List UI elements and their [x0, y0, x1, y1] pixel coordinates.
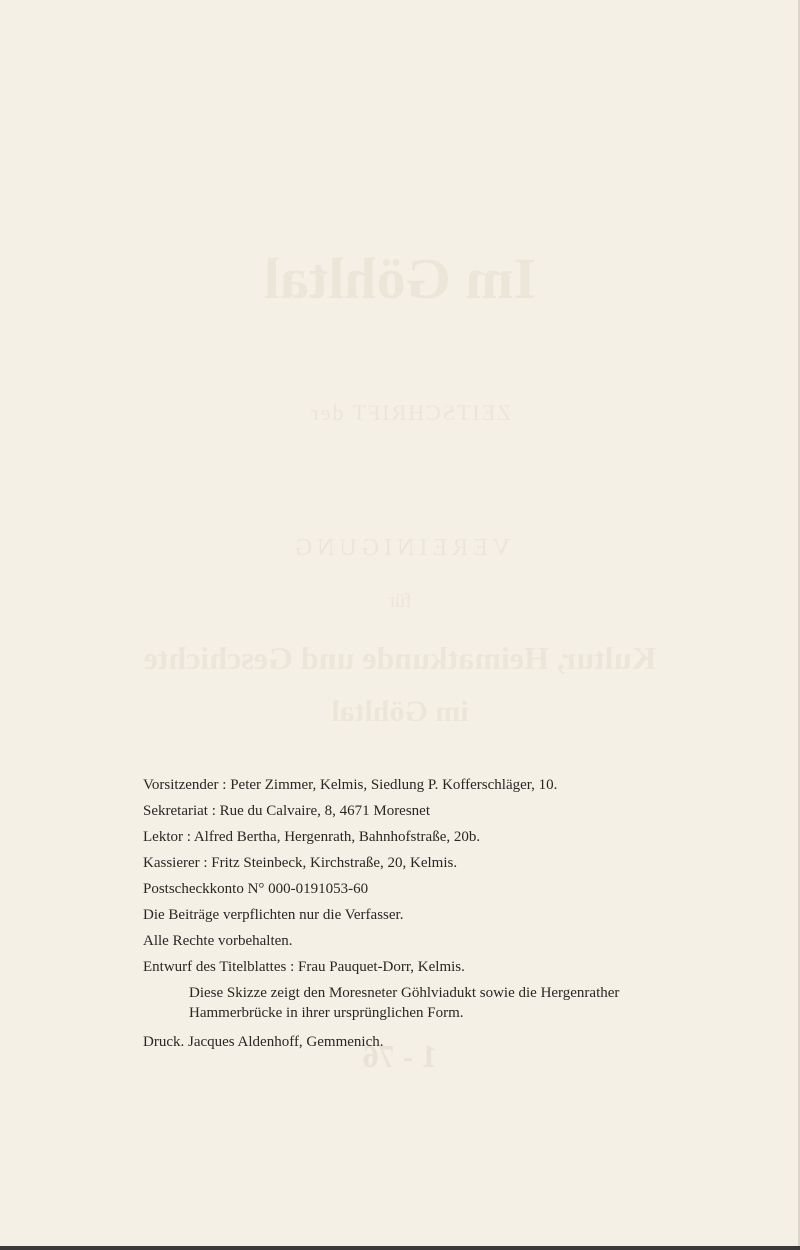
scan-bottom-edge: [0, 1246, 800, 1250]
imprint-sekretariat: Sekretariat : Rue du Calvaire, 8, 4671 Moresnet: [143, 803, 431, 819]
bleed-through-zeitschrift: ZEITSCHRIFT der: [309, 400, 511, 425]
imprint-lektor: Lektor : Alfred Bertha, Hergenrath, Bahnhofstraße, 20b.: [143, 829, 481, 845]
bleed-through-vereinigung: VEREINIGUNG: [289, 535, 511, 561]
imprint-vorsitzender: Vorsitzender : Peter Zimmer, Kelmis, Siedlung P. Kofferschläger, 10.: [143, 777, 558, 793]
imprint-skizze-line-2: Hammerbrücke in ihrer ursprünglichen Form.: [189, 1005, 464, 1021]
imprint-beitraege: Die Beiträge verpflichten nur die Verfasser.: [143, 907, 404, 923]
bleed-through-im-gohltal: im Göhltal: [331, 695, 469, 728]
bleed-through-title: Im Göhltal: [263, 246, 537, 311]
bleed-through-fur: für: [388, 590, 412, 612]
bleed-through-kultur: Kultur, Heimatkunde und Geschichte: [143, 640, 657, 676]
imprint-skizze-line-1: Diese Skizze zeigt den Moresneter Göhlviadukt sowie die Hergenrather: [189, 985, 620, 1001]
imprint-rechte: Alle Rechte vorbehalten.: [143, 933, 293, 949]
imprint-postscheckkonto: Postscheckkonto N° 000-0191053-60: [143, 881, 369, 897]
imprint-druck: Druck. Jacques Aldenhoff, Gemmenich.: [143, 1034, 384, 1050]
imprint-block: [143, 775, 743, 1058]
imprint-kassierer: Kassierer : Fritz Steinbeck, Kirchstraße, 20, Kelmis.: [143, 855, 458, 871]
imprint-entwurf: Entwurf des Titelblattes : Frau Pauquet-Dorr, Kelmis.: [143, 959, 465, 975]
bleed-through-issue: 1 - 76: [362, 1038, 438, 1074]
imprint-skizze-note: [143, 983, 743, 1023]
